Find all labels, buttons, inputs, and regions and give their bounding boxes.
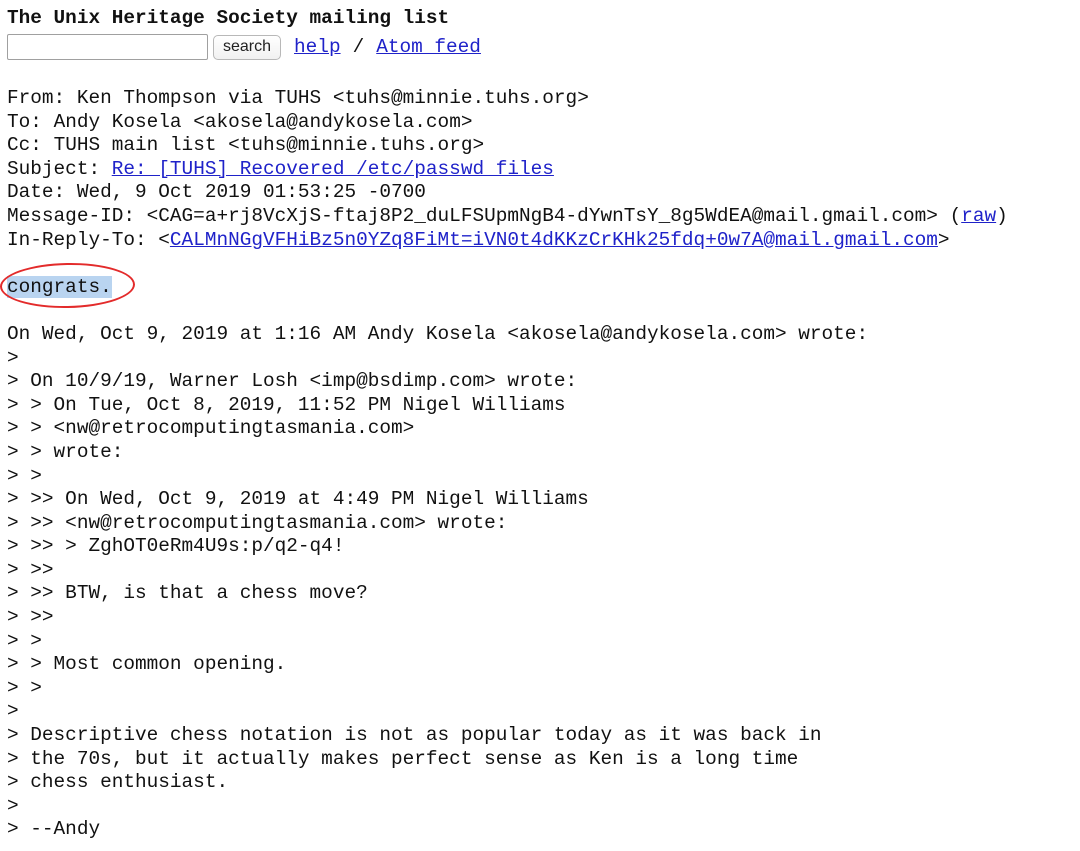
subject-label: Subject: [7,157,101,180]
reply-text: congrats. [7,275,112,298]
cc-label: Cc: [7,134,42,157]
to-header [7,111,1075,135]
blank-line [7,252,1075,276]
raw-close-paren: ) [996,204,1008,227]
quoted-line: > >> [7,558,54,581]
page-title: The Unix Heritage Society mailing list [7,7,450,29]
quoted-line: > > <nw@retrocomputingtasmania.com> [7,417,415,440]
search-bar [7,31,1075,63]
header-spacer [7,63,1075,87]
quoted-line: > >> > ZghOT0eRm4U9s:p/q2-q4! [7,535,345,558]
quoted-line: > > [7,629,42,652]
quoted-line: > [7,700,19,723]
quoted-line: > On 10/9/19, Warner Losh <imp@bsdimp.com> wrote: [7,370,578,393]
quoted-line: > > Most common opening. [7,653,287,676]
quoted-line: On Wed, Oct 9, 2019 at 1:16 AM Andy Kosela <akosela@andykosela.com> wrote: [7,322,869,345]
quoted-line: > --Andy [7,818,101,841]
in-reply-to-label: In-Reply-To: [7,228,147,251]
date-header [7,181,1075,205]
help-link[interactable]: help [294,36,341,58]
quoted-line: > Descriptive chess notation is not as popular today as it was back in [7,724,822,747]
quoted-line: > chess enthusiast. [7,771,229,794]
from-label: From: [7,87,66,109]
message-id-header [7,205,1075,229]
quoted-line: > [7,794,19,817]
cc-value: TUHS main list <tuhs@minnie.tuhs.org> [53,134,485,157]
quoted-line: > >> On Wed, Oct 9, 2019 at 4:49 PM Nigel Williams [7,488,589,511]
atom-feed-link[interactable]: Atom feed [376,36,481,58]
date-value: Wed, 9 Oct 2019 01:53:25 -0700 [76,181,426,204]
to-label: To: [7,110,42,133]
from-value: Ken Thompson via TUHS <tuhs@minnie.tuhs.org> [76,87,589,109]
in-reply-to-open: < [158,228,170,251]
in-reply-to-link[interactable]: CALMnNGgVFHiBz5n0YZq8FiMt=iVN0t4dKKzCrKHk25fdq+0w7A@mail.gmail.com [169,228,938,251]
quoted-message [7,323,1075,842]
to-value: Andy Kosela <akosela@andykosela.com> [53,110,473,133]
in-reply-to-close: > [937,228,950,251]
quoted-line: > the 70s, but it actually makes perfect sense as Ken is a long time [7,747,799,770]
search-input[interactable] [7,34,208,60]
raw-open-paren: ( [949,204,962,227]
reply-line [7,276,1075,300]
in-reply-to-header [7,229,1075,253]
blank-line [7,299,1075,323]
quoted-line: > >> [7,606,54,629]
from-header [7,87,1075,111]
quoted-line: > [7,346,19,369]
date-label: Date: [7,181,66,204]
raw-link[interactable]: raw [961,204,997,227]
search-button[interactable]: search [213,35,281,60]
message-headers [7,87,1075,252]
nav-separator: / [352,36,365,58]
subject-header [7,158,1075,182]
quoted-line: > >> BTW, is that a chess move? [7,582,368,605]
message-id-value: <CAG=a+rj8VcXjS-ftaj8P2_duLFSUpmNgB4-dYwnTsY_8g5WdEA@mail.gmail.com> [146,204,938,227]
quoted-line: > > On Tue, Oct 8, 2019, 11:52 PM Nigel Williams [7,393,566,416]
quoted-line: > >> <nw@retrocomputingtasmania.com> wrote: [7,511,508,534]
quoted-line: > > wrote: [7,440,124,463]
quoted-line: > > [7,464,42,487]
subject-link[interactable]: Re: [TUHS] Recovered /etc/passwd files [111,157,554,180]
quoted-line: > > [7,676,42,699]
message-id-label: Message-ID: [7,204,135,227]
mail-page [7,6,1075,842]
cc-header [7,134,1075,158]
